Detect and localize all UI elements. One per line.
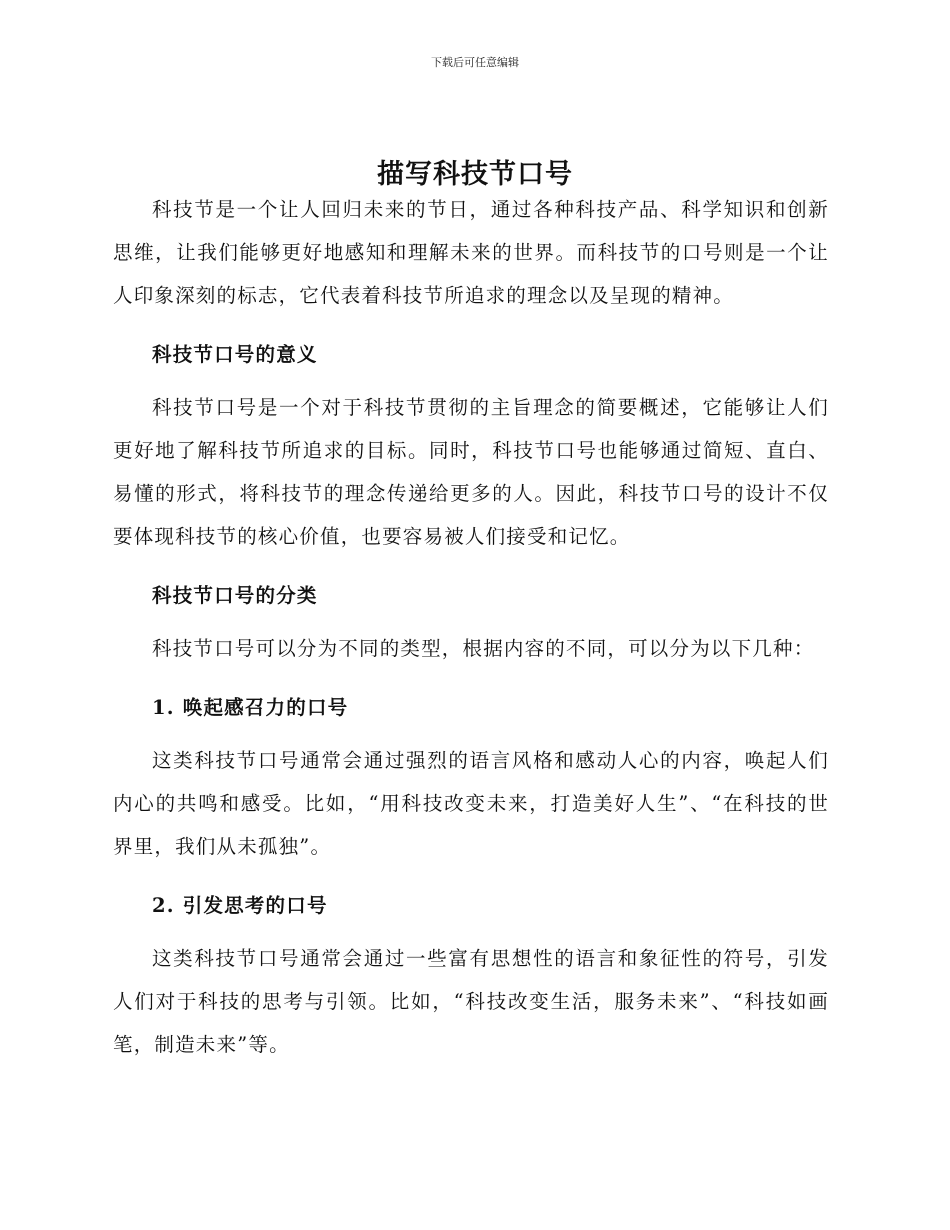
document-title: 描写科技节口号 — [377, 159, 573, 190]
section-heading-inspiring: 1. 唤起感召力的口号 — [152, 696, 349, 719]
document-body — [113, 188, 829, 1066]
intro-paragraph: 科技节是一个让人回归未来的节日，通过各种科技产品、科学知识和创新思维，让我们能够更好地感知和理解未来的世界。而科技节的口号则是一个让人印象深刻的标志，它代表着科技节所追求的理念以及呈现的精神。 — [113, 198, 829, 307]
section-heading-types: 科技节口号的分类 — [152, 584, 318, 607]
section-text-types: 科技节口号可以分为不同的类型，根据内容的不同，可以分为以下几种： — [152, 637, 815, 660]
section-heading-meaning: 科技节口号的意义 — [152, 343, 318, 366]
section-text-thoughtful: 这类科技节口号通常会通过一些富有思想性的语言和象征性的符号，引发人们对于科技的思考与引领。比如，“科技改变生活，服务未来”、“科技如画笔，制造未来”等。 — [113, 947, 829, 1056]
section-text-meaning: 科技节口号是一个对于科技节贯彻的主旨理念的简要概述，它能够让人们更好地了解科技节所追求的目标。同时，科技节口号也能够通过简短、直白、易懂的形式，将科技节的理念传递给更多的人。因此，科技节口号的设计不仅要体现科技节的核心价值，也要容易被人们接受和记忆。 — [113, 396, 829, 548]
header-note: 下载后可任意编辑 — [431, 56, 519, 69]
section-text-inspiring: 这类科技节口号通常会通过强烈的语言风格和感动人心的内容，唤起人们内心的共鸣和感受。比如，“用科技改变未来，打造美好人生”、“在科技的世界里，我们从未孤独”。 — [113, 749, 829, 858]
section-heading-thoughtful: 2. 引发思考的口号 — [152, 894, 328, 917]
